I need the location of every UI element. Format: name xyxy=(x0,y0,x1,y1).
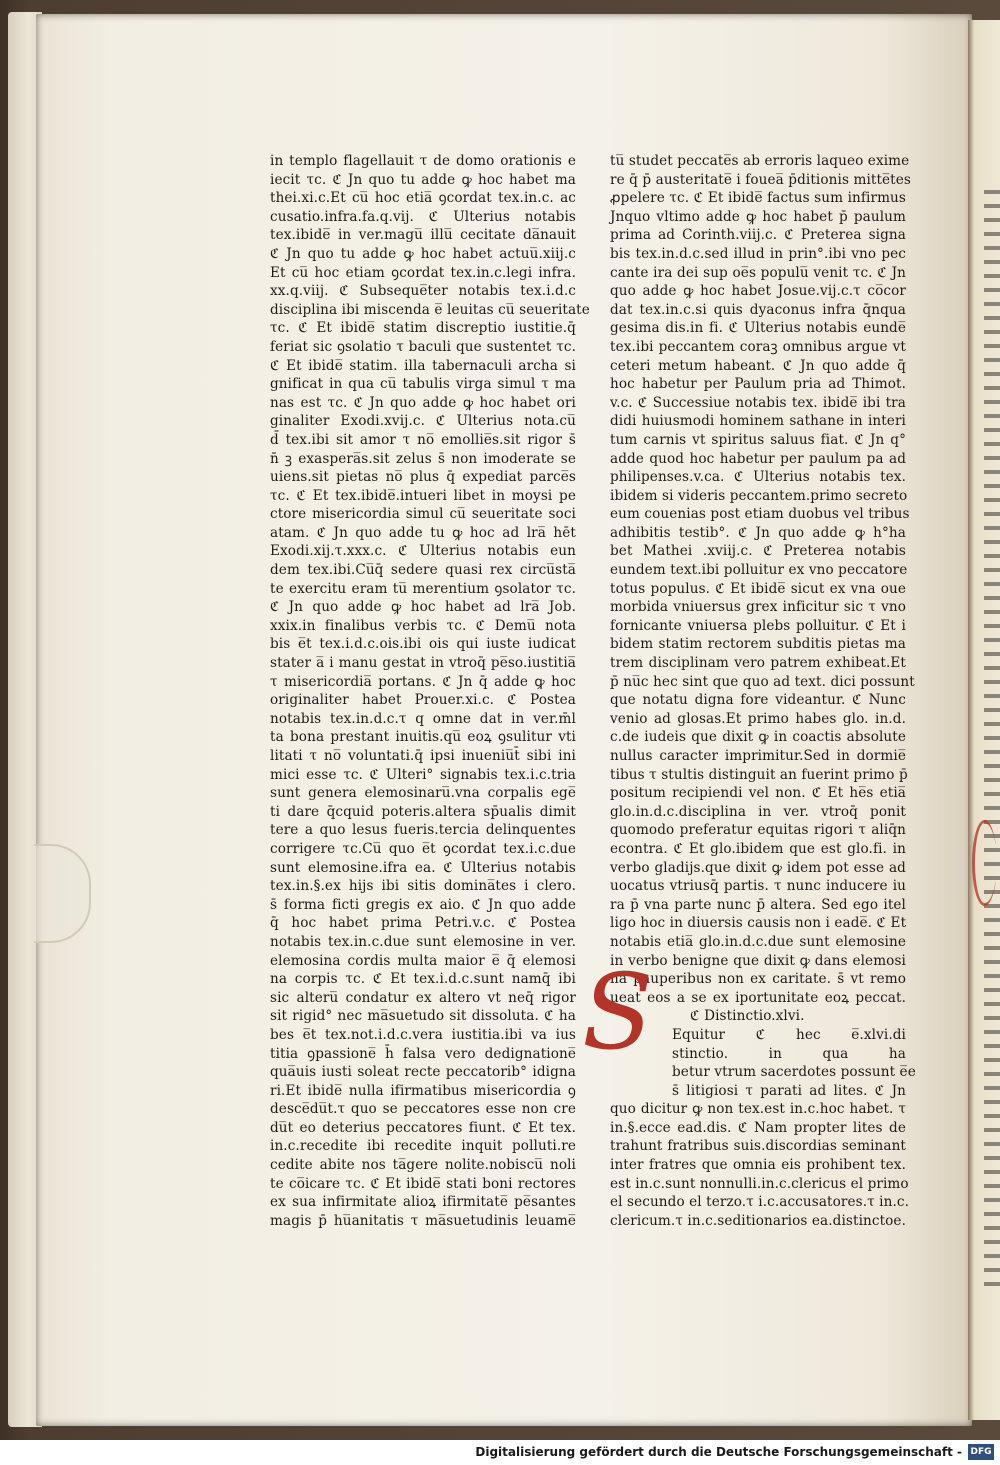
next-page-red-initial xyxy=(972,820,997,906)
text-line: corrigere τc.Cu̅ quo e̅t ꝯcordat tex.i.c.due xyxy=(270,840,576,857)
text-line: bis tex.in.d.c.sed illud in prin°.ibi vno pec xyxy=(610,245,906,262)
next-page-text xyxy=(984,190,1000,1290)
text-line: mici esse τc. ℭ Ulteri° signabis tex.i.c.tria xyxy=(270,766,576,783)
text-line: cedite abite nos ta̅gere nolite.nobiscu̅ noli xyxy=(270,1157,576,1174)
text-line: sic alteru̅ condatur ex altero vt neq̄ rigor xyxy=(270,989,576,1006)
text-line: ueat eos a se ex iportunitate eoꝝ peccat. xyxy=(610,989,906,1006)
text-line: in.§.ecce ead.dis. ℭ Nam propter lites de xyxy=(610,1119,906,1136)
right-text-column xyxy=(610,152,916,1230)
text-line: que notatu digna fore videantur. ℭ Nunc xyxy=(610,692,906,709)
text-line: est in.c.sunt nonnulli.in.c.clericus el primo xyxy=(610,1175,909,1192)
text-line: na corpis τc. ℭ Et tex.i.d.c.sunt namq̄ ibi xyxy=(270,971,576,988)
text-line: quo dicitur ꝙ non tex.est in.c.hoc habet. τ xyxy=(610,1101,906,1118)
text-line: stinctio. in qua ha xyxy=(672,1045,906,1062)
text-line: totus populus. ℭ Et ibide̅ sicut ex vna oue xyxy=(610,580,906,597)
text-line: el secundo el terzo.τ i.c.accusatores.τ in.c. xyxy=(610,1194,910,1211)
text-line: Exodi.xij.τ.xxx.c. ℭ Ulterius notabis eun xyxy=(270,543,576,560)
text-line: tex.ibi peccantem coraꝫ omnibus argue vt xyxy=(610,338,906,355)
text-line: ginaliter Exodi.xvij.c. ℭ Ulterius nota.cu̅ xyxy=(270,413,576,430)
text-line: verbo gladijs.que dixit ꝙ idem pot esse ad xyxy=(610,859,906,876)
paper-fold xyxy=(34,844,91,943)
text-line: cante ira dei sup oe̅s populu̅ venit τc. ℭ Jn xyxy=(610,264,906,281)
red-initial-letter: S xyxy=(582,951,654,1073)
text-line: disciplina ibi miscenda e̅ leuitas cu̅ seueritate xyxy=(270,301,590,318)
text-line: τ misericordia̅ portans. ℭ Jn q̄ adde ꝙ hoc xyxy=(270,673,576,690)
text-line: venio ad glosas.Et primo habes glo. in.d. xyxy=(610,710,906,727)
text-line: cusatio.infra.fa.q.vij. ℭ Ulterius notabis xyxy=(270,208,576,225)
text-line: ra p̄ vna parte nunc p̄ altera. Sed ego itel xyxy=(610,896,906,913)
text-line: stater a̅ i manu gestat in vtroq̄ pe̅so.iustitia̅ xyxy=(270,655,576,672)
text-line: τc. ℭ Et ibide̅ statim discreptio iustitie.q̄ xyxy=(270,320,576,337)
text-line: q̄ hoc habet prima Petri.v.c. ℭ Postea xyxy=(270,915,576,932)
text-line: notabis etia̅ glo.in.d.c.due sunt elemosine xyxy=(610,933,906,950)
text-line: tex.in.§.ex hijs ibi sitis domina̅tes i clero. xyxy=(270,878,576,895)
text-line: c.de iudeis que dixit ꝙ in coactis absolute xyxy=(610,729,906,746)
text-line: quo adde ꝙ hoc habet Josue.vij.c.τ co̅cor xyxy=(610,283,906,300)
text-line: eum couenias post etiam duobus vel tribus xyxy=(610,506,910,523)
text-line: ligo hoc in diuersis causis non i eade̅. ℭ Et xyxy=(610,915,907,932)
text-line: litati τ no̅ voluntati.q̄ ipsi inueniu̅t̄ sibi ini xyxy=(270,748,576,764)
text-line: hoc habetur per Paulum pria ad Thimot. xyxy=(610,376,906,393)
text-line: ℭ Jn quo tu adde ꝙ hoc habet actuu̅.xiij.c xyxy=(270,245,576,262)
text-line: trem disciplinam vero patrem exhibeat.Et xyxy=(610,655,906,672)
text-line: trahunt fratribus suis.discordias seminant xyxy=(610,1138,906,1155)
text-line: s̄ litigiosi τ parati ad lites. ℭ Jn xyxy=(672,1082,906,1099)
text-line: tere a quo lesus fueris.tercia delinquentes xyxy=(270,822,576,839)
text-line: ibidem si videris peccantem.primo secreto xyxy=(610,487,908,504)
text-line: atam. ℭ Jn quo adde tu ꝙ hoc ad lra̅ hēt xyxy=(270,524,576,541)
text-line: tum carnis vt spiritus saluus fiat. ℭ Jn q° xyxy=(610,431,906,448)
dfg-logo: DFG xyxy=(968,1444,994,1460)
text-line: magis p̄ hu̅anitatis τ ma̅suetudinis leuame̅ xyxy=(270,1212,576,1229)
text-line: morbida vniuersus grex inficitur sic τ vno xyxy=(610,599,906,616)
text-line: philipenses.v.ca. ℭ Ulterius notabis tex. xyxy=(610,469,906,486)
text-line: feriat sic ꝯsolatio τ baculi que sustentet τc. xyxy=(270,338,576,355)
text-line: thei.xi.c.Et cu̅ hoc etia̅ ꝯcordat tex.in.c. ac xyxy=(270,190,576,207)
text-line: Et cu̅ hoc etiam ꝯcordat tex.in.c.legi infra. xyxy=(270,264,576,281)
text-line: eundem text.ibi polluitur ex vno peccatore xyxy=(610,562,908,579)
text-line: quomodo preferatur equitas rigori τ aliq̄n xyxy=(610,822,906,839)
text-line: ꝓpelere τc. ℭ Et ibide̅ factus sum infirmus xyxy=(610,190,906,207)
text-line: dem tex.ibi.Cu̅q̄ sedere quasi rex circu̅sta̅ xyxy=(270,562,576,579)
text-line: econtra. ℭ Et glo.ibidem que est glo.fi. in xyxy=(610,840,906,857)
text-line: inter fratres que omnia eis prohibent tex. xyxy=(610,1157,906,1174)
text-line: dat tex.in.c.si quis dyaconus infra q̄nqua xyxy=(610,301,906,318)
text-line: notabis tex.in.c.due sunt elemosine in ver. xyxy=(270,933,576,950)
footer-bar xyxy=(0,1440,1000,1465)
text-line: ctore misericordia simul cu̅ seueritate soci xyxy=(270,506,576,523)
text-line: tex.ibide̅ in ver.magu̅ illu̅ cecitate da̅nauit xyxy=(270,227,576,244)
text-line: s̄ forma ficti gregis ex aio. ℭ Jn quo adde xyxy=(270,896,576,913)
text-line: du̅t eo deterius peccatores fiunt. ℭ Et tex. xyxy=(270,1119,576,1136)
text-line: iecit τc. ℭ Jn quo tu adde ꝙ hoc habet ma xyxy=(270,171,576,188)
text-line: in.c.recedite ibi recedite inquit polluti.re xyxy=(270,1138,576,1155)
text-line: fornicante vniuersa plebs polluitur. ℭ Et i xyxy=(610,617,906,634)
text-line: betur vtrum sacerdotes possunt e̅e xyxy=(672,1064,916,1081)
text-line: nullus caracter imprimitur.Sed in dormie̅ xyxy=(610,748,906,764)
text-line: gnificat in qua cu̅ tabulis virga simul τ ma xyxy=(270,376,576,393)
text-line: ceteri metum habeant. ℭ Jn quo adde q̄ xyxy=(610,357,906,374)
text-line: elemosina cordis multa maior e̅ q̄ elemosi xyxy=(270,952,576,969)
text-line: te co̅icare τc. ℭ Et ibide̅ stati boni rectores xyxy=(270,1175,576,1192)
text-line: in templo flagellauit τ de domo orationis e xyxy=(270,153,576,169)
text-line: sunt elemosine.ifra ea. ℭ Ulterius notabis xyxy=(270,859,576,876)
text-line: p̄ nu̅c hec sint que quo ad text. dici possunt xyxy=(610,673,915,690)
text-line: adde quod hoc habetur per paulum pa ad xyxy=(610,450,906,467)
text-line: desce̅du̅t.τ quo se peccatores esse non cre xyxy=(270,1101,576,1118)
text-line: na̅ pauperibus non ex caritate. s̄ vt remo xyxy=(610,971,906,988)
text-line: re q̄ p̄ austeritate̅ i fouea̅ p̄ditionis mitte̅tes xyxy=(610,171,911,188)
text-line: ta bona prestant inuitis.qu̅ eoꝝ ꝯsulitur vti xyxy=(270,729,576,746)
text-line: bidem statim rectorem subditis pietas ma xyxy=(610,636,906,653)
text-line: didi huiusmodi hominem sathane in interi xyxy=(610,413,906,430)
text-line: bet Mathei .xviij.c. ℭ Preterea notabis xyxy=(610,543,906,560)
text-line: tibus τ stultis distinguit an fuerint primo p̄ xyxy=(610,766,908,783)
text-line: sit rigid° nec ma̅suetudo sit dissoluta. ℭ ha xyxy=(270,1008,576,1025)
text-line: ti dare q̄cquid poteris.altera sp̄ualis dimit xyxy=(270,803,576,820)
text-line: xxix.in finalibus verbis τc. ℭ Demu̅ nota xyxy=(270,617,576,634)
text-line: Equitur ℭ hec e̅.xlvi.di xyxy=(672,1026,906,1043)
text-line: ri.Et ibide̅ nulla ifirmatibus misericordia ꝯ xyxy=(270,1082,576,1099)
text-line: tu̅ studet peccate̅s ab erroris laqueo exime xyxy=(610,153,910,169)
left-text-column xyxy=(270,152,590,1230)
text-line: gesima dis.in fi. ℭ Ulterius notabis eunde̅ xyxy=(610,320,906,337)
distinction-heading: ℭ Distinctio.xlvi. xyxy=(690,1008,805,1025)
text-line: uocatus vtriusq̄ partis. τ nunc inducere iu xyxy=(610,878,906,895)
text-line: titia ꝯpassione̅ h̄ falsa vero dedignatione̅ xyxy=(270,1045,576,1062)
text-line: adhibitis testib°. ℭ Jn quo adde ꝙ h°ha xyxy=(610,524,906,541)
text-line: n̄ ꝫ exaspera̅s.sit zelus s̄ non imoderate se xyxy=(270,450,576,467)
text-line: te exercitu eram tu̅ merentium ꝯsolator τc. xyxy=(270,580,576,597)
text-line: Jnquo vltimo adde ꝙ hoc habet p̄ paulum xyxy=(610,208,906,225)
text-line: nas est τc. ℭ Jn quo adde ꝙ hoc habet ori xyxy=(270,394,576,411)
text-line: bes e̅t tex.not.i.d.c.vera iustitia.ibi va ius xyxy=(270,1026,576,1043)
text-line: ex sua infirmitate alioꝝ ifirmitate̅ pe̅santes xyxy=(270,1194,576,1211)
text-line: τc. ℭ Et tex.ibide̅.intueri libet in moysi pe xyxy=(270,487,576,504)
text-line: prima ad Corinth.viij.c. ℭ Preterea signa xyxy=(610,227,906,244)
text-line: notabis tex.in.d.c.τ q omne dat in ver.m̄l xyxy=(270,710,576,727)
text-line: uiens.sit pietas no̅ plus q̄ expediat parce̅s xyxy=(270,469,576,486)
text-line: glo.in.d.c.disciplina in ver. vtroq̄ ponit xyxy=(610,803,906,820)
text-line: v.c. ℭ Successiue notabis tex. ibide̅ ibi tra xyxy=(610,394,906,411)
text-line: bis e̅t tex.i.d.c.ois.ibi ois qui iuste iudicat xyxy=(270,636,576,653)
text-line: in verbo benigne que dixit ꝙ dans elemosi xyxy=(610,952,906,969)
text-line: qua̅uis iusti soleat recte peccatorib° idigna xyxy=(270,1064,576,1081)
text-line: ℭ Et ibide̅ statim. illa tabernaculi archa si xyxy=(270,357,576,374)
text-line: d̄ tex.ibi sit amor τ no̅ emollie̅s.sit rigor s̄ xyxy=(270,431,576,448)
text-line: xx.q.viij. ℭ Subseque̅ter notabis tex.i.d.c xyxy=(270,283,576,300)
text-line: sunt genera elemosinaru̅.vna corpalis ege̅ xyxy=(270,785,576,802)
text-line: ℭ Jn quo adde ꝙ hoc habet ad lra̅ Job. xyxy=(270,599,576,616)
text-line: originaliter habet Prouer.xi.c. ℭ Postea xyxy=(270,692,576,709)
text-line: clericum.τ in.c.seditionarios ea.distinctoe. xyxy=(610,1212,906,1229)
footer-credit: Digitalisierung gefördert durch die Deutsche Forschungsgemeinschaft - xyxy=(475,1445,962,1459)
text-line: positum recipiendi vel non. ℭ Et he̅s etia̅ xyxy=(610,785,906,802)
